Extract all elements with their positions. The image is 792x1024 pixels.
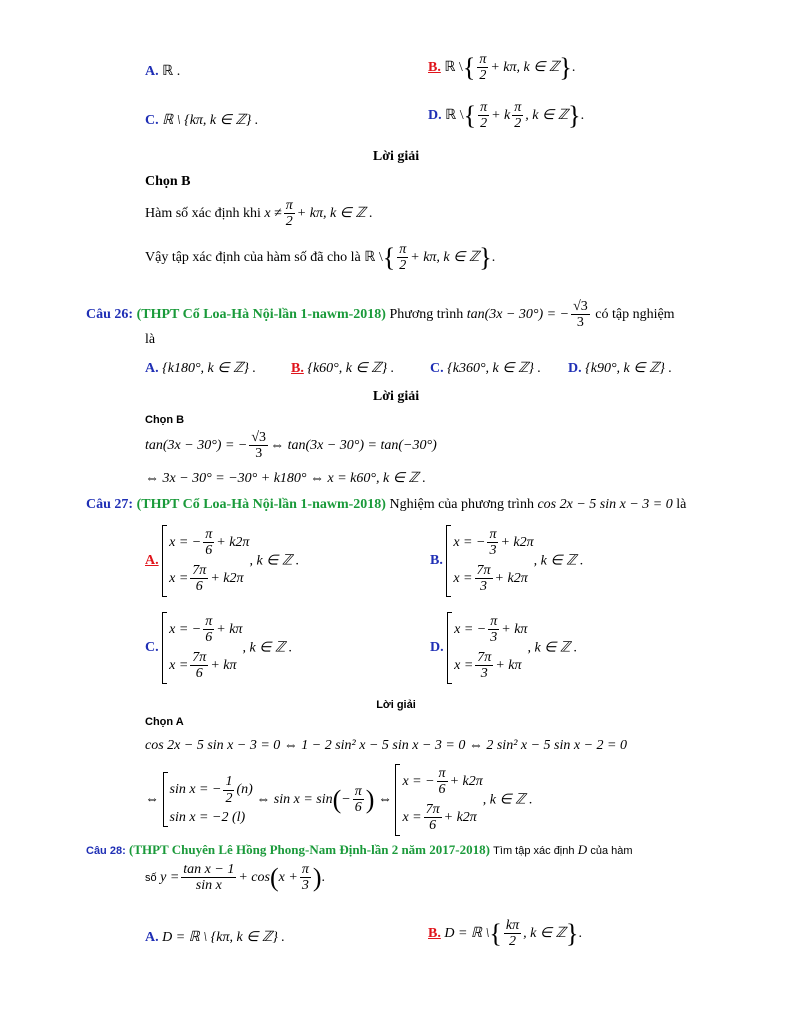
q26-option-d: D. {k90°, k ∈ ℤ} . [568, 361, 672, 376]
fraction: $\frac{\pi}{2}$ [479, 52, 487, 84]
q28-statement: Câu 28: (THPT Chuyên Lê Hồng Phong-Nam Định-lần 2 năm 2017-2018) Tìm tập xác định D của hàm [86, 842, 633, 857]
q28-option-b: B. D = ℝ \{ $\frac{k\pi}{2}$ , k ∈ ℤ}. [428, 918, 582, 950]
q25-solution-line1: Hàm số xác định khi x ≠ $\frac{\pi}{2}$ + kπ, k ∈ ℤ . [145, 198, 373, 230]
q26-option-a: A. {k180°, k ∈ ℤ} . [145, 361, 256, 376]
q25-solution-title: Lời giải [372, 149, 420, 164]
q25-option-d: D. ℝ \{ $\frac{\pi}{2}$ + k $\frac{\pi}{2}$ , k ∈ ℤ}. [428, 100, 585, 132]
q26-solution-title: Lời giải [372, 389, 420, 404]
q26-solution-line1: tan(3x − 30°) = − $\frac{√3}{3}$ ⇔ tan(3x − 30°) = tan(−30°) [145, 430, 437, 462]
q27-solution-line1: cos 2x − 5 sin x − 3 = 0 ⇔ 1 − 2 sin² x − 5 sin x − 3 = 0 ⇔ 2 sin² x − 5 sin x − 2 = 0 [145, 738, 628, 753]
q25-choose: Chọn B [145, 174, 191, 189]
option-label-correct: B. [428, 926, 441, 942]
q27-solution-title: Lời giải [376, 699, 416, 711]
q25-option-b: B. ℝ \{ $\frac{\pi}{2}$ + kπ, k ∈ ℤ}. [428, 52, 576, 84]
q25-option-a [145, 63, 180, 80]
q27-option-d: D. x = − $\frac{\pi}{3}$ + kπ x = $\frac{7\pi}{3}$ + kπ , k ∈ ℤ . [430, 612, 577, 684]
q27-option-a: A. x = − $\frac{\pi}{6}$ + k2π x = $\frac{7\pi}{6}$ + k2π , k ∈ ℤ . [145, 525, 299, 597]
q26-option-c: C. {k360°, k ∈ ℤ} . [430, 361, 541, 376]
q28-statement-cont: số y = $\frac{\text{tan x − 1}}{\text{sin x}}$ + cos(x + $\frac{\pi}{3}$ ). [145, 862, 325, 894]
q27-choose: Chọn A [145, 716, 184, 728]
q27-statement: Câu 27: (THPT Cổ Loa-Hà Nội-lần 1-nawm-2018) Nghiệm của phương trình cos 2x − 5 sin x − 3 = 0 là [86, 497, 687, 512]
q26-option-b: B. {k60°, k ∈ ℤ} . [291, 361, 395, 376]
q26-statement-cont: là [145, 332, 156, 347]
set-prefix: ℝ \ [444, 60, 463, 76]
q27-solution-line2: ⇔ sin x = − $\frac{1}{2}$ (n) sin x = −2 (l) ⇔ sin x = sin(− $\frac{\pi}{6}$ ) ⇔ x = − $\frac{\pi}{6}$ + k2π x = $\frac{7\pi}{6}$ + k2π , k ∈ ℤ . [145, 764, 533, 836]
option-text: ℝ . [162, 64, 181, 79]
option-label: D. [428, 108, 442, 124]
q28-option-a: A. D = ℝ \ {kπ, k ∈ ℤ} . [145, 930, 285, 945]
set-body: + kπ, k ∈ ℤ [490, 60, 560, 76]
option-label: C. [145, 113, 159, 128]
q27-option-b: B. x = − $\frac{\pi}{3}$ + k2π x = $\frac{7\pi}{3}$ + k2π , k ∈ ℤ . [430, 525, 584, 597]
q25-option-c [145, 112, 258, 129]
question-number: Câu 26: [86, 307, 134, 323]
option-label-correct: B. [291, 361, 304, 376]
question-source: (THPT Cổ Loa-Hà Nội-lần 1-nawm-2018) [136, 307, 386, 323]
option-label: A. [145, 64, 159, 79]
q25-solution-line2: Vậy tập xác định của hàm số đã cho là ℝ \{ $\frac{\pi}{2}$ + kπ, k ∈ ℤ}. [145, 242, 496, 274]
option-text: ℝ \ {kπ, k ∈ ℤ} . [162, 113, 259, 128]
q26-statement: Câu 26: (THPT Cổ Loa-Hà Nội-lần 1-nawm-2018) Phương trình tan(3x − 30°) = − $\frac{√3}{3}$ có tập nghiệm [86, 299, 675, 331]
q26-solution-line2: ⇔ 3x − 30° = −30° + k180° ⇔ x = k60°, k ∈ ℤ . [145, 471, 426, 486]
q27-option-c: C. x = − $\frac{\pi}{6}$ + kπ x = $\frac{7\pi}{6}$ + kπ , k ∈ ℤ . [145, 612, 292, 684]
option-label-correct: B. [428, 60, 441, 76]
q26-choose: Chọn B [145, 414, 185, 426]
option-label-correct: A. [145, 552, 159, 568]
